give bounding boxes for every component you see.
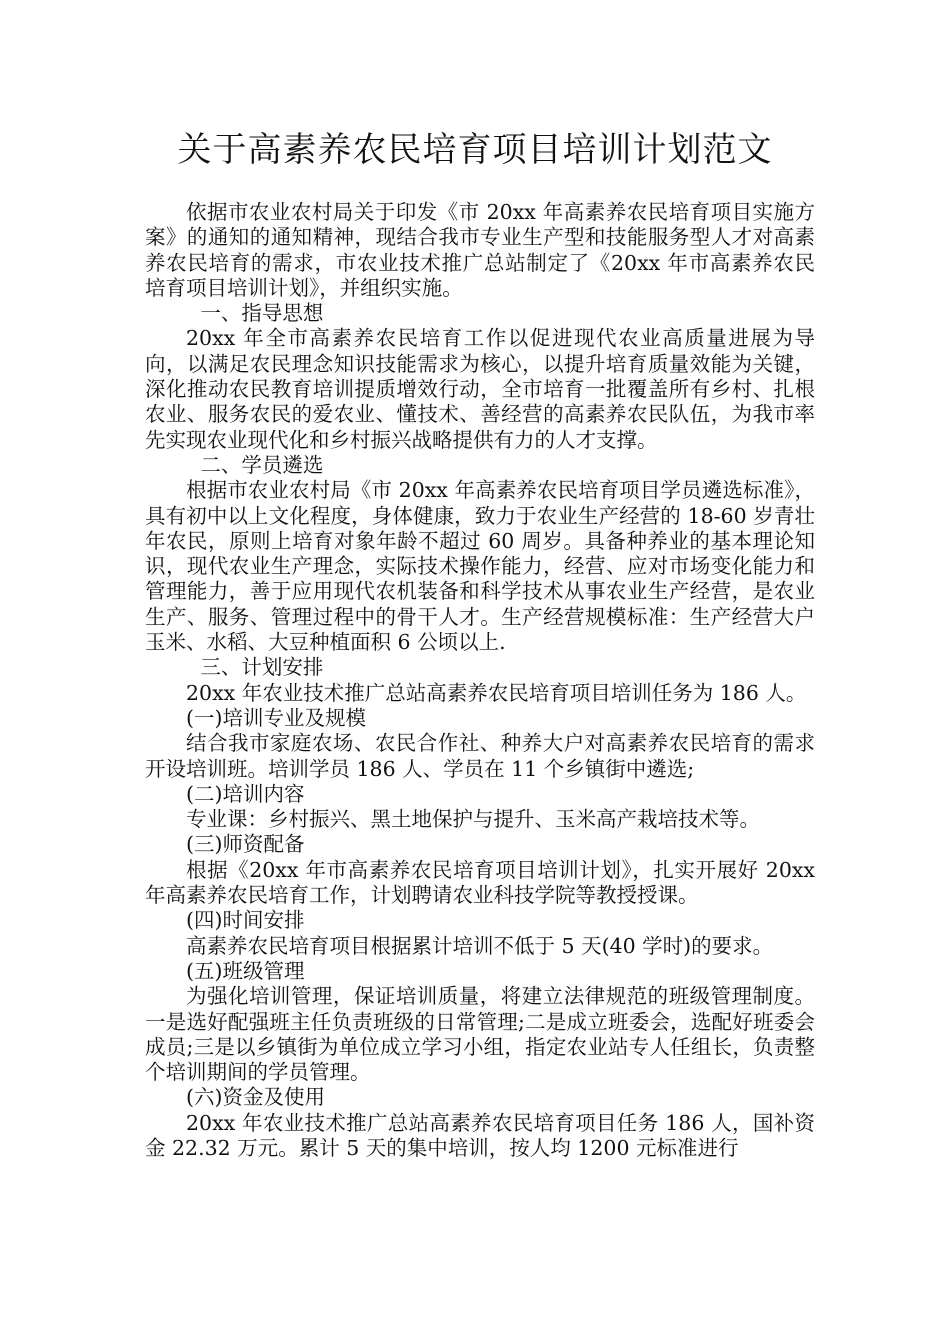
body-paragraph: 根据市农业农村局《市 20xx 年高素养农民培育项目学员遴选标准》，具有初中以上文化程度，身体健康，致力于农业生产经营的 18-60 岁青壮年农民，原则上培育对象年龄不超过 60 周岁。具备种养业的基本理论知识，现代农业生产理念，实际技术操作能力，经营、应对市场变化能力和管理能力，善于应用现代农机装备和科学技术从事农业生产经营，是农业生产、服务、管理过程中的骨干人才。生产经营规模标准：生产经营大户玉米、水稻、大豆种植面积 6 公顷以上. xyxy=(145,478,815,655)
body-paragraph: 20xx 年农业技术推广总站高素养农民培育项目培训任务为 186 人。 xyxy=(186,680,807,705)
body-paragraph: 高素养农民培育项目根据累计培训不低于 5 天(40 学时)的要求。 xyxy=(186,933,774,958)
section-heading-plan-arrangement: 三、计划安排 xyxy=(200,655,324,680)
subsection-heading-teachers: (三)师资配备 xyxy=(186,832,305,857)
subsection-heading-specialty-scale: (一)培训专业及规模 xyxy=(186,705,366,730)
section-heading-trainee-selection: 二、学员遴选 xyxy=(200,452,324,477)
document-body xyxy=(145,200,815,1161)
subsection-heading-schedule: (四)时间安排 xyxy=(186,908,305,933)
body-paragraph: 20xx 年全市高素养农民培育工作以促进现代农业高质量进展为导向，以满足农民理念知识技能需求为核心，以提升培育质量效能为关键，深化推动农民教育培训提质增效行动，全市培育一批覆盖所有乡村、扎根农业、服务农民的爱农业、懂技术、善经营的高素养农民队伍，为我市率先实现农业现代化和乡村振兴战略提供有力的人才支撑。 xyxy=(145,326,815,452)
subsection-heading-class-management: (五)班级管理 xyxy=(186,958,305,983)
body-paragraph: 20xx 年农业技术推广总站高素养农民培育项目任务 186 人，国补资金 22.32 万元。累计 5 天的集中培训，按人均 1200 元标准进行 xyxy=(145,1110,815,1160)
body-paragraph: 专业课：乡村振兴、黑土地保护与提升、玉米高产栽培技术等。 xyxy=(186,807,760,832)
section-heading-guiding-ideology: 一、指导思想 xyxy=(200,301,324,326)
subsection-heading-content: (二)培训内容 xyxy=(186,781,305,806)
body-paragraph: 为强化培训管理，保证培训质量，将建立法律规范的班级管理制度。一是选好配强班主任负责班级的日常管理;二是成立班委会，选配好班委会成员;三是以乡镇街为单位成立学习小组，指定农业站专人任组长，负责整个培训期间的学员管理。 xyxy=(145,984,815,1085)
body-paragraph: 根据《20xx 年市高素养农民培育项目培训计划》，扎实开展好 20xx 年高素养农民培育工作，计划聘请农业科技学院等教授授课。 xyxy=(145,857,815,908)
body-paragraph: 结合我市家庭农场、农民合作社、种养大户对高素养农民培育的需求开设培训班。培训学员 186 人、学员在 11 个乡镇街中遴选; xyxy=(145,731,815,781)
document-title: 关于高素养农民培育项目培训计划范文 xyxy=(177,130,773,170)
subsection-heading-funding: (六)资金及使用 xyxy=(186,1085,325,1110)
intro-paragraph: 依据市农业农村局关于印发《市 20xx 年高素养农民培育项目实施方案》的通知的通知精神，现结合我市专业生产型和技能服务型人才对高素养农民培育的需求，市农业技术推广总站制定了《20xx 年市高素养农民培育项目培训计划》，并组织实施。 xyxy=(145,200,815,300)
